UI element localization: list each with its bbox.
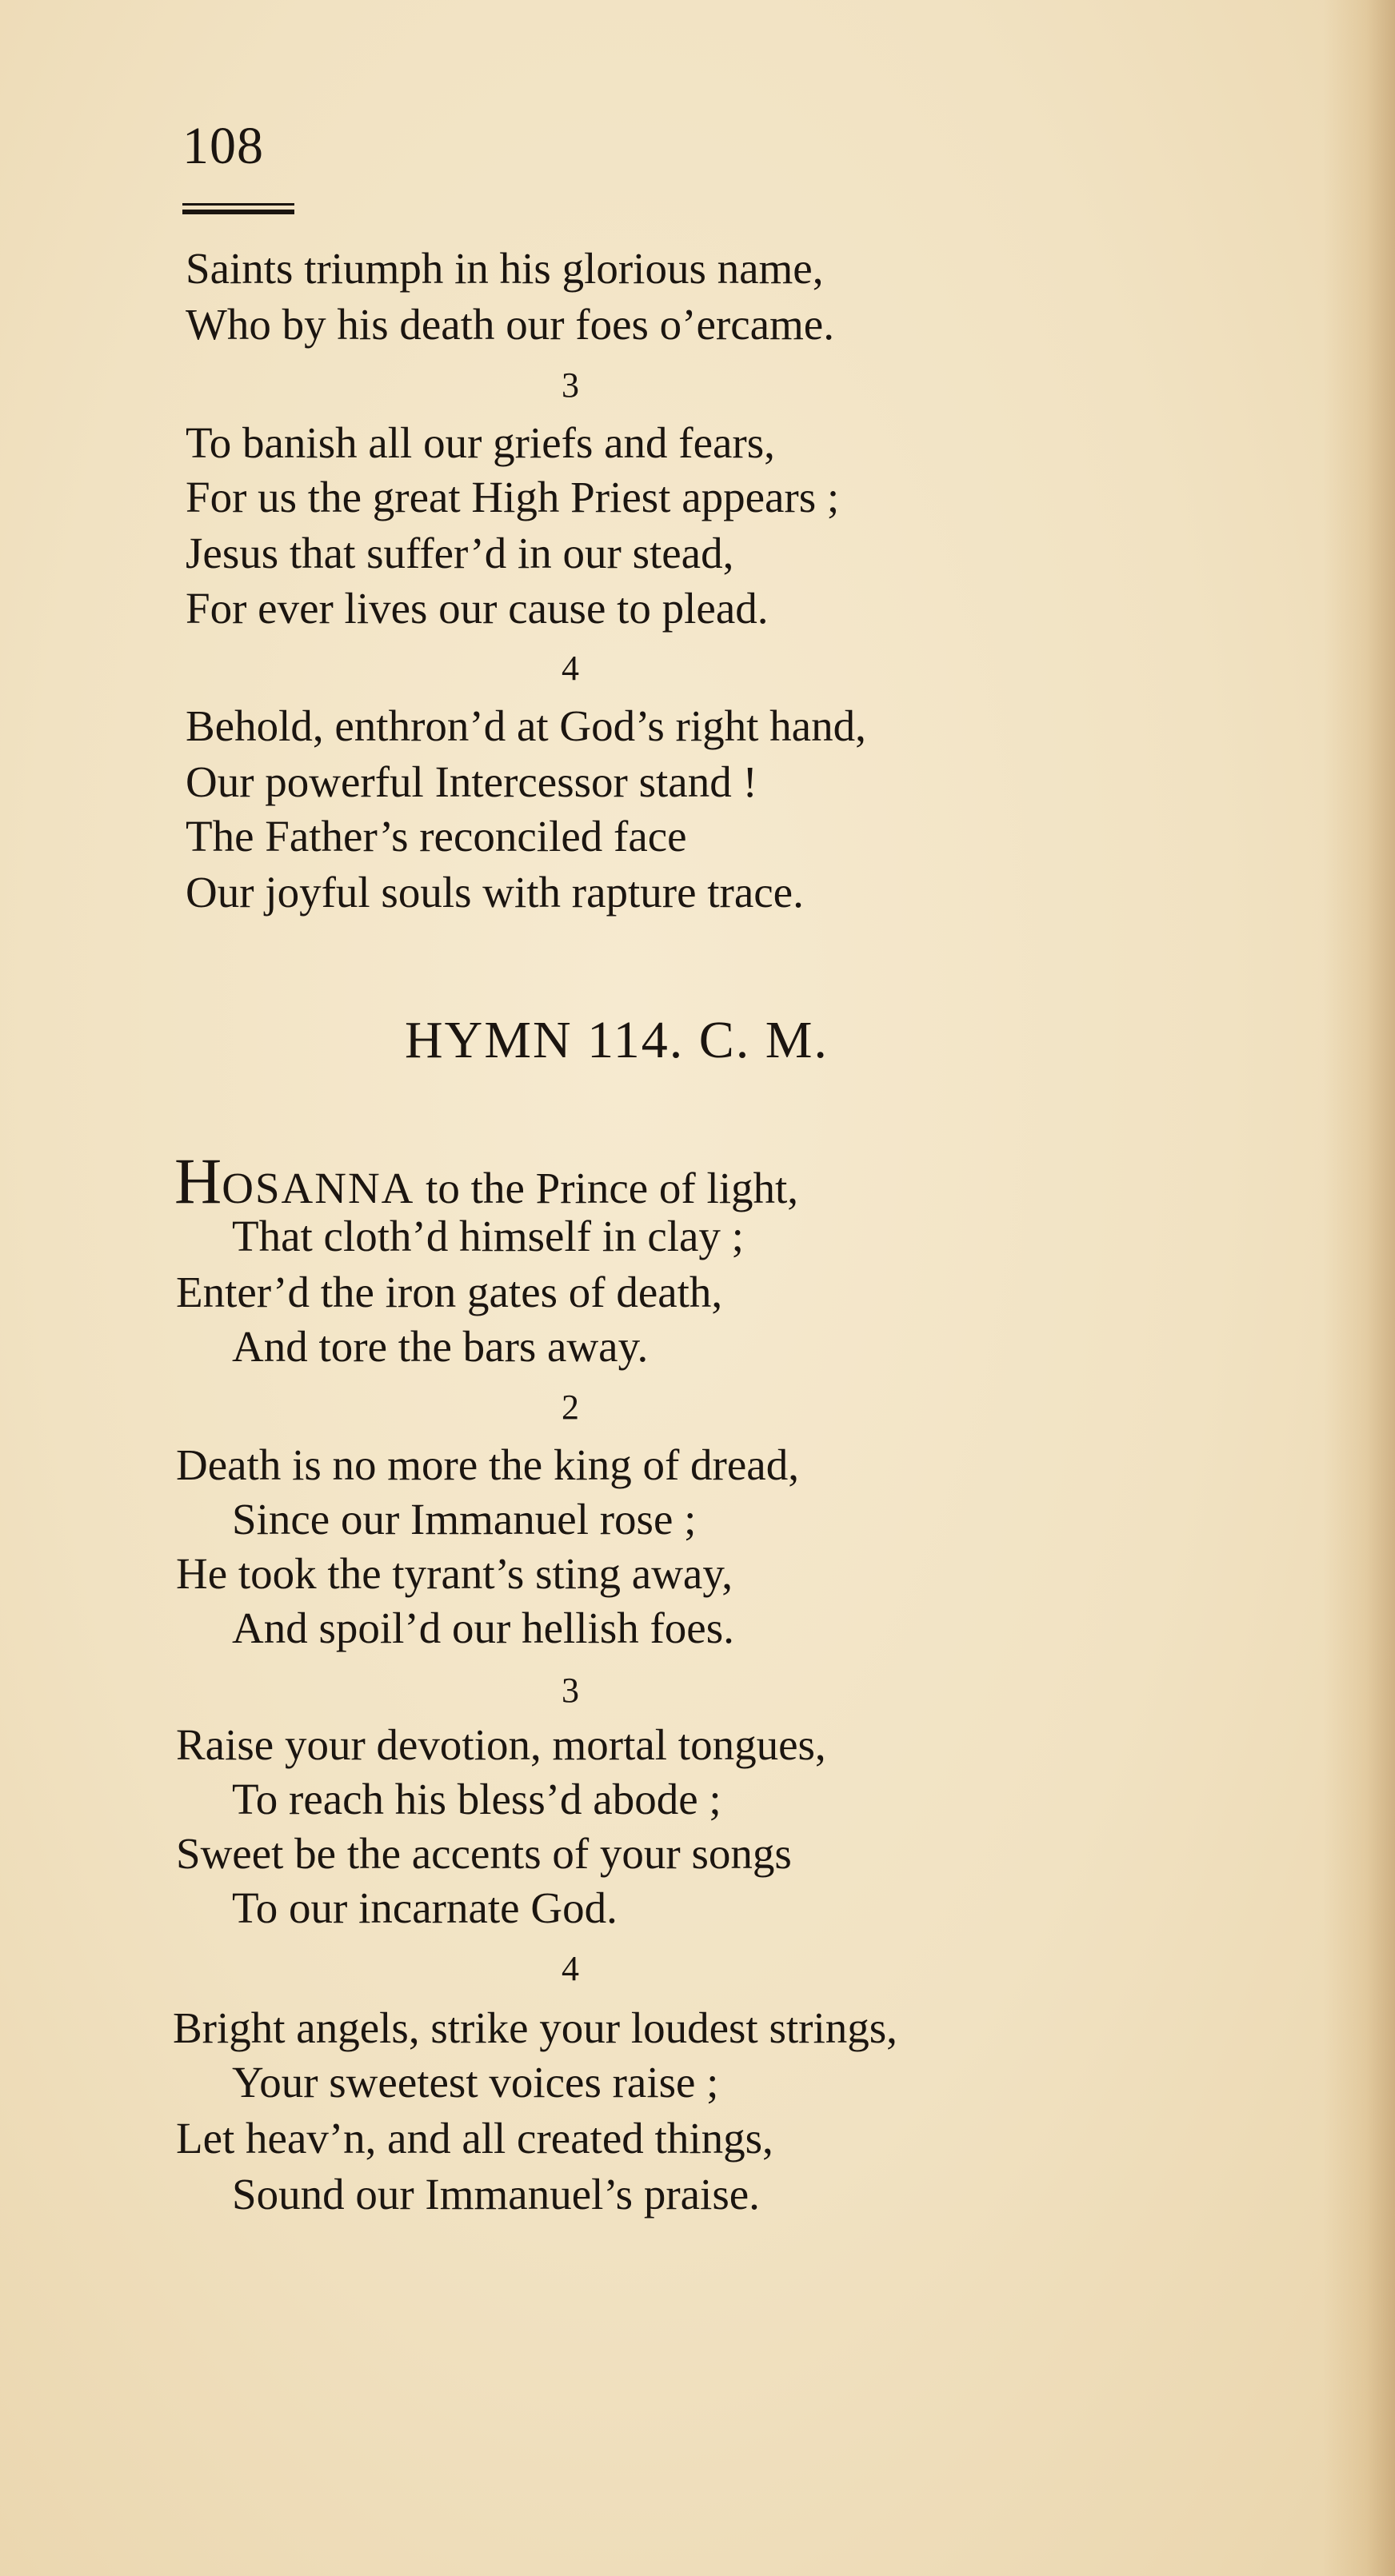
stanza-number: 2 (562, 1388, 579, 1427)
verse-line: To banish all our griefs and fears, (186, 418, 775, 467)
first-word-caps: OSANNA (222, 1164, 415, 1212)
verse-line: Saints triumph in his glorious name, (186, 244, 824, 293)
stanza-number: 3 (562, 1671, 579, 1710)
header-rule (182, 203, 294, 214)
stanza-number: 3 (562, 365, 579, 405)
verse-line: Bright angels, strike your loudest strings, (173, 2003, 897, 2052)
hymn-first-line (174, 1144, 799, 1217)
verse-line: Sound our Immanuel’s praise. (232, 2170, 760, 2219)
verse-line: Death is no more the king of dread, (176, 1440, 799, 1489)
page-number: 108 (182, 117, 264, 175)
verse-line: Behold, enthron’d at God’s right hand, (186, 701, 866, 750)
verse-line: And spoil’d our hellish foes. (232, 1604, 734, 1652)
first-line-rest: to the Prince of light, (414, 1164, 799, 1212)
verse-line: For us the great High Priest appears ; (186, 473, 840, 521)
verse-line: Who by his death our foes o’ercame. (186, 300, 834, 349)
verse-line: Let heav’n, and all created things, (176, 2114, 773, 2163)
verse-line: That cloth’d himself in clay ; (232, 1212, 744, 1260)
verse-line: Since our Immanuel rose ; (232, 1495, 697, 1544)
verse-line: And tore the bars away. (232, 1322, 649, 1371)
verse-line: Sweet be the accents of your songs (176, 1829, 792, 1878)
verse-line: For ever lives our cause to plead. (186, 584, 769, 633)
verse-line: Your sweetest voices raise ; (232, 2058, 719, 2107)
drop-cap: H (174, 1144, 222, 1217)
stanza-number: 4 (562, 649, 579, 688)
stanza-number: 4 (562, 1949, 579, 1988)
verse-line: Raise your devotion, mortal tongues, (176, 1720, 826, 1769)
header-rule-thick (182, 210, 294, 214)
header-rule-thin (182, 203, 294, 206)
verse-line: Enter’d the iron gates of death, (176, 1268, 723, 1316)
verse-line: Our joyful souls with rapture trace. (186, 868, 804, 917)
verse-line: The Father’s reconciled face (186, 812, 687, 861)
verse-line: To reach his bless’d abode ; (232, 1775, 721, 1823)
verse-line: To our incarnate God. (232, 1883, 618, 1932)
verse-line: He took the tyrant’s sting away, (176, 1549, 733, 1598)
verse-line: Jesus that suffer’d in our stead, (186, 529, 734, 577)
page-edge-shading (1323, 0, 1395, 2576)
verse-line: Our powerful Intercessor stand ! (186, 757, 757, 806)
hymn-heading: HYMN 114. C. M. (405, 1011, 829, 1069)
